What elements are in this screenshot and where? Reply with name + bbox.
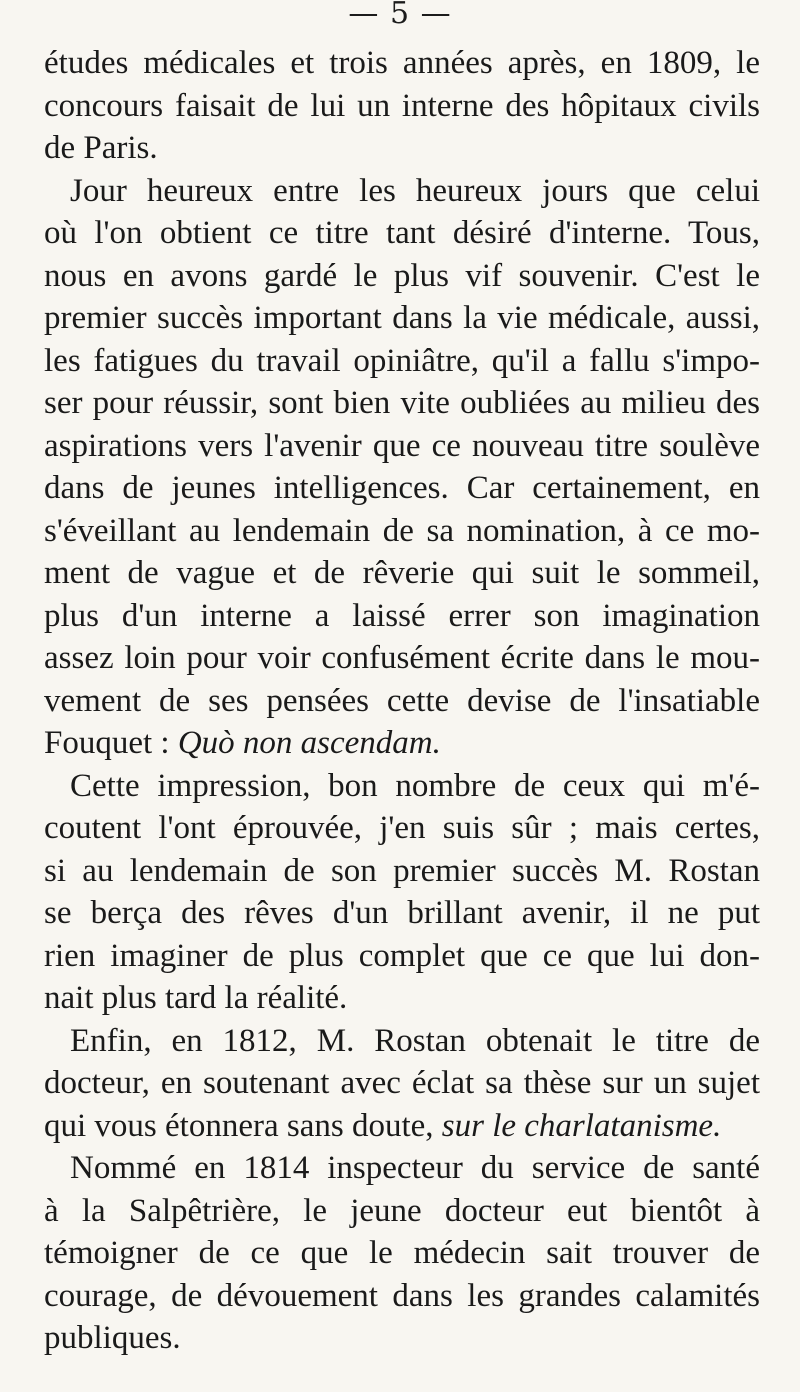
page-number: — 5 — bbox=[348, 0, 452, 31]
text-line: Cette impression, bon nombre de ceux qui m'é- bbox=[70, 767, 760, 804]
text-line: témoigner de ce que le médecin sait trouver de bbox=[44, 1235, 760, 1271]
text-line bbox=[44, 1105, 760, 1148]
text-line: assez loin pour voir confusément écrite dans le mou- bbox=[44, 640, 760, 676]
text-line: si au lendemain de son premier succès M. Rostan bbox=[44, 852, 760, 889]
text-line: coutent l'ont éprouvée, j'en suis sûr ; mais certes, bbox=[44, 810, 760, 846]
text-line: où l'on obtient ce titre tant désiré d'interne. Tous, bbox=[44, 215, 760, 251]
text-line: concours faisait de lui un interne des hôpitaux civils bbox=[44, 87, 760, 124]
text-line: publiques. bbox=[44, 1320, 181, 1356]
text-line: s'éveillant au lendemain de sa nomination, à ce mo- bbox=[44, 512, 760, 549]
paragraph bbox=[44, 765, 760, 1020]
paragraph bbox=[44, 1147, 760, 1360]
text-line: docteur, en soutenant avec éclat sa thèse sur un sujet bbox=[44, 1065, 760, 1101]
thesis-title: sur le charlatanisme. bbox=[441, 1107, 722, 1144]
text-line: Jour heureux entre les heureux jours que celui bbox=[70, 172, 760, 209]
text-line: à la Salpêtrière, le jeune docteur eut bientôt à bbox=[44, 1192, 760, 1229]
text-line: dans de jeunes intelligences. Car certainement, en bbox=[44, 470, 760, 506]
text-line: ser pour réussir, sont bien vite oubliées au milieu des bbox=[44, 385, 760, 421]
text-segment: qui vous étonnera sans doute, bbox=[44, 1107, 442, 1144]
text-line: se berça des rêves d'un brillant avenir, il ne put bbox=[44, 895, 760, 931]
text-line: de Paris. bbox=[44, 130, 158, 166]
paragraph bbox=[44, 170, 760, 765]
latin-quote: Quò non ascendam. bbox=[177, 725, 441, 761]
text-line bbox=[44, 722, 760, 765]
body-text bbox=[44, 42, 760, 1360]
text-line: premier succès important dans la vie médicale, aussi, bbox=[44, 300, 760, 336]
text-line: les fatigues du travail opiniâtre, qu'il a fallu s'impo- bbox=[44, 342, 760, 379]
text-line: Nommé en 1814 inspecteur du service de santé bbox=[70, 1150, 760, 1186]
paragraph bbox=[44, 1020, 760, 1148]
text-line: rien imaginer de plus complet que ce que lui don- bbox=[44, 937, 760, 974]
text-line: aspirations vers l'avenir que ce nouveau titre soulève bbox=[44, 427, 760, 464]
text-line: nait plus tard la réalité. bbox=[44, 980, 348, 1016]
text-line: Enfin, en 1812, M. Rostan obtenait le titre de bbox=[70, 1022, 760, 1059]
text-line: plus d'un interne a laissé errer son imagination bbox=[44, 597, 760, 634]
text-line: vement de ses pensées cette devise de l'insatiable bbox=[44, 682, 760, 719]
text-line: études médicales et trois années après, en 1809, le bbox=[44, 45, 760, 81]
text-line: courage, de dévouement dans les grandes calamités bbox=[44, 1277, 760, 1314]
text-line: ment de vague et de rêverie qui suit le sommeil, bbox=[44, 555, 760, 591]
text-line: nous en avons gardé le plus vif souvenir. C'est le bbox=[44, 257, 760, 294]
paragraph bbox=[44, 42, 760, 170]
text-segment: Fouquet : bbox=[44, 725, 178, 761]
